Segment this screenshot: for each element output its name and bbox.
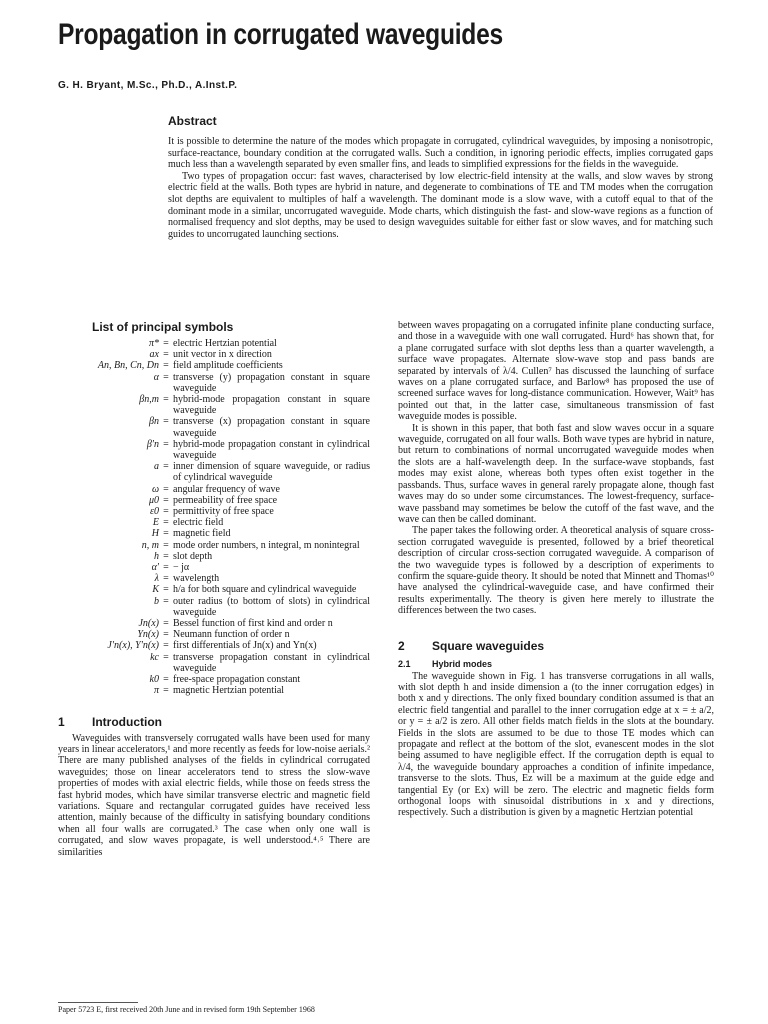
equals-sign: = <box>163 550 169 562</box>
symbol: βn <box>149 416 159 428</box>
symbol-row <box>58 495 370 506</box>
symbol-row <box>58 652 370 674</box>
symbol: E <box>152 517 159 529</box>
equals-sign: = <box>163 349 169 361</box>
abstract-paragraph: It is possible to determine the nature of the modes which propagate in corrugated, cylindrical waveguides, by imposing a nonisotropic, surface-reactance, boundary condition at the corrugated walls. Such a condition, in ignoring periodic effects, implies corrugated gaps much less than a wavelength separated by even smaller fins, and leads to simplified expressions for the fields in the waveguide. <box>168 136 713 171</box>
symbol-description: wavelength <box>173 573 220 585</box>
symbol: π <box>153 685 159 697</box>
subsection-title: Hybrid modes <box>432 658 493 669</box>
symbol: kc <box>150 651 159 663</box>
symbol-row <box>58 573 370 584</box>
equals-sign: = <box>163 651 169 663</box>
body-paragraph: The paper takes the following order. A theoretical analysis of square cross-section corrugated waveguide is presented, followed by a brief theoretical description of circular cross-section corrugated waveguide. A comparison of the two waveguide types is followed by a description of experiments to confirm the square-guide theory. It should be noted that Minnett and Thomas¹⁰ have analysed the cylindrical-waveguide case, and have confirmed their results experimentally. The theory is given here merely to illustrate the differences between the two cases. <box>398 525 714 617</box>
equals-sign: = <box>163 674 169 686</box>
symbol: π* <box>148 338 159 349</box>
symbol-row <box>58 338 370 349</box>
symbol-description: permeability of free space <box>173 494 278 506</box>
symbol-description: electric Hertzian potential <box>173 338 277 349</box>
symbol: b <box>154 595 159 607</box>
abstract-paragraph: Two types of propagation occur: fast waves, characterised by low electric-field intensity at the walls, and slow waves by strong electric field at the walls. Both types are hybrid in nature, and degenerate to combinations of TE and TM modes when the corrugation slot depths are equivalent to multiples of half a wavelength. The dominant mode is a slow wave, with a cutoff equal to that of the dominant mode in a similar, uncorrugated waveguide. Mode charts, which distinguish the fast- and slow-wave regions as a function of normalised frequency and slot depths, may be used to design waveguides suitable for either fast or slow waves, and for matching such guides to uncorrugated launching sections. <box>168 170 713 240</box>
symbol-description: magnetic Hertzian potential <box>173 685 285 697</box>
symbol-row <box>58 528 370 539</box>
symbol-description: hybrid-mode propagation constant in cylindrical waveguide <box>173 438 370 462</box>
section-1-heading <box>58 715 370 729</box>
equals-sign: = <box>163 394 169 406</box>
equals-sign: = <box>163 438 169 450</box>
intro-paragraph: Waveguides with transversely corrugated walls have been used for many years in linear accelerators,¹ and more recently as feeds for low-noise aerials.² There are many published analyses of the fields in cylindrical corrugated waveguides; those on linear accelerators tend to stress the slow-wave properties of modes with axial electric fields, while those on feeds stress the fast hybrid modes, which have similar transverse electric and magnetic field variations. Square and rectangular corrugated guides have received less attention, mainly because of the difficulty in satisfying boundary conditions when all four walls are corrugated.³ The case when only one wall is corrugated, and slow waves propagate, is well understood.⁴˒⁵ There are similarities <box>58 732 370 858</box>
symbol-row <box>58 629 370 640</box>
symbol-row <box>58 360 370 371</box>
symbol-description: outer radius (to bottom of slots) in cylindrical waveguide <box>173 595 370 618</box>
equals-sign: = <box>163 573 169 585</box>
symbol-description: transverse (y) propagation constant in square waveguide <box>173 371 370 394</box>
symbols-heading: List of principal symbols <box>92 320 234 334</box>
equals-sign: = <box>163 595 169 607</box>
symbol: ax <box>149 349 159 361</box>
equals-sign: = <box>163 483 169 495</box>
abstract-heading: Abstract <box>168 114 217 128</box>
equals-sign: = <box>163 685 169 697</box>
subsection-number: 2.1 <box>398 658 411 669</box>
symbol: H <box>151 528 159 540</box>
equals-sign: = <box>163 360 169 372</box>
symbol-row <box>58 349 370 360</box>
symbol-description: inner dimension of square waveguide, or radius of cylindrical waveguide <box>173 461 370 484</box>
section-number: 2 <box>398 638 405 653</box>
equals-sign: = <box>163 528 169 540</box>
symbol-description: magnetic field <box>173 528 231 540</box>
symbol-description: slot depth <box>173 550 213 562</box>
section-2-paragraph: The waveguide shown in Fig. 1 has transverse corrugations in all walls, with slot depth h and inside dimension a (to the inner corrugation edges) in both x and y directions. The only fixed boundary condition assumed is that an electric field tangential and parallel to the inner corrugation edge at x = ± a/2, or y = ± a/2 is zero. All other fields match fields in the slots at the boundary. Fields in the slots are assumed to be due to those TE modes which can propagate and reflect at the bottom of the slot, evanescent modes in the slot being assumed to have negligible effect. If the corrugation depth is equal to λ/4, the waveguide boundary approaches a condition of infinite impedance, transverse to the slots. Thus, Ez will be a maximum at the guide edge and tangential Ey (or Ex) will be zero. The electric and magnetic fields form orthogonal loops with sinusoidal distributions in x and y directions, respectively. Such a distribution is given by a magnetic Hertzian potential <box>398 670 714 819</box>
equals-sign: = <box>163 371 169 383</box>
symbol: Yn(x) <box>137 629 159 641</box>
symbol-description: mode order numbers, n integral, m nonintegral <box>173 539 360 551</box>
symbol-description: transverse (x) propagation constant in square waveguide <box>173 416 370 439</box>
symbol-description: − jα <box>173 562 190 574</box>
section-title: Introduction <box>92 714 162 729</box>
symbol-row <box>58 562 370 573</box>
symbol-description: Bessel function of first kind and order n <box>173 618 333 630</box>
symbol: K <box>152 584 159 596</box>
body-paragraph: It is shown in this paper, that both fast and slow waves occur in a square waveguide, corrugated on all four walls. Both wave types are hybrid in nature, but return to combinations of normal uncorrugated waveguide modes when the slots are a half-wavelength deep. In the surface-wave stopbands, fast modes may exist alone, whereas both types often exist together in the passbands. Thus, surface waves in general rarely propagate alone, though fast waves may do so under some circumstances. The lowest-frequency, surface-wave passband may sometimes be below the cutoff of the fast wave, and the wave can then be called dominant. <box>398 422 714 525</box>
equals-sign: = <box>163 416 169 428</box>
equals-sign: = <box>163 494 169 506</box>
symbol: An, Bn, Cn, Dn <box>97 360 159 372</box>
equals-sign: = <box>163 338 169 349</box>
symbols-list <box>58 338 370 697</box>
symbol-row <box>58 439 370 461</box>
symbol-description: transverse propagation constant in cylindrical waveguide <box>173 651 370 674</box>
symbol: β′n <box>146 438 159 450</box>
section-number: 1 <box>58 714 65 729</box>
right-column <box>398 320 714 819</box>
symbol-row <box>58 674 370 685</box>
symbol: μ0 <box>148 494 159 506</box>
equals-sign: = <box>163 629 169 641</box>
equals-sign: = <box>163 506 169 518</box>
section-2-heading <box>398 639 714 653</box>
symbol: Jn(x) <box>138 618 159 630</box>
symbol-row <box>58 584 370 595</box>
section-title: Square waveguides <box>432 638 545 653</box>
equals-sign: = <box>163 539 169 551</box>
left-column <box>58 320 370 858</box>
subsection-2-1-heading <box>398 659 714 669</box>
symbol: h <box>154 550 159 562</box>
symbol-description: h/a for both square and cylindrical waveguide <box>173 584 357 596</box>
symbol-row <box>58 540 370 551</box>
symbol-row <box>58 506 370 517</box>
symbol-row <box>58 551 370 562</box>
abstract-body <box>168 136 713 240</box>
symbol: J′n(x), Y′n(x) <box>107 640 159 652</box>
symbol: k0 <box>149 674 159 686</box>
symbol-description: permittivity of free space <box>173 506 274 518</box>
symbol-row <box>58 372 370 394</box>
symbol-row <box>58 618 370 629</box>
symbol-description: free-space propagation constant <box>173 674 301 686</box>
symbol: ε0 <box>150 506 159 518</box>
equals-sign: = <box>163 562 169 574</box>
equals-sign: = <box>163 640 169 652</box>
symbol-row <box>58 416 370 438</box>
symbol-description: Neumann function of order n <box>173 629 290 641</box>
symbol-row <box>58 394 370 416</box>
symbol-description: first differentials of Jn(x) and Yn(x) <box>173 640 317 652</box>
paper-title: Propagation in corrugated waveguides <box>58 18 503 51</box>
equals-sign: = <box>163 461 169 473</box>
equals-sign: = <box>163 517 169 529</box>
symbol-row <box>58 596 370 618</box>
body-paragraph: between waves propagating on a corrugated infinite plane conducting surface, and those in a waveguide with one wall corrugated. Hurd⁶ has shown that, for a plane corrugated surface with slot depths less than a quarter wavelength, a surface wave propagates. Alternate slow-wave stop and pass bands are separated by intervals of λ/4. Cullen⁷ has discussed the launching of surface waves on a plane corrugated surface, and Barlow⁸ has proposed the use of screened surface waves for long-distance communication. However, Wait⁹ has pointed out that, in the latter case, simultaneous transmission of fast waveguide modes is possible. <box>398 320 714 423</box>
symbol: α <box>153 371 159 383</box>
symbol-description: hybrid-mode propagation constant in square waveguide <box>173 394 370 417</box>
equals-sign: = <box>163 584 169 596</box>
symbol: α′ <box>151 562 159 574</box>
equals-sign: = <box>163 618 169 630</box>
symbol: ω <box>151 483 159 495</box>
authors: G. H. Bryant, M.Sc., Ph.D., A.Inst.P. <box>58 80 238 91</box>
symbol-description: angular frequency of wave <box>173 483 280 495</box>
symbol-row <box>58 517 370 528</box>
symbol-row <box>58 484 370 495</box>
footnote: Paper 5723 E, first received 20th June and in revised form 19th September 1968 <box>58 1005 315 1014</box>
symbol-row <box>58 461 370 483</box>
symbol-row <box>58 640 370 651</box>
symbol-row <box>58 685 370 696</box>
symbol: λ <box>154 573 159 585</box>
footnote-rule <box>58 1002 138 1003</box>
symbol-description: electric field <box>173 517 224 529</box>
symbol-description: unit vector in x direction <box>173 349 272 361</box>
symbol: βn,m <box>139 394 159 406</box>
symbol: n, m <box>141 539 159 551</box>
symbol-description: field amplitude coefficients <box>173 360 283 372</box>
symbol: a <box>154 461 159 473</box>
